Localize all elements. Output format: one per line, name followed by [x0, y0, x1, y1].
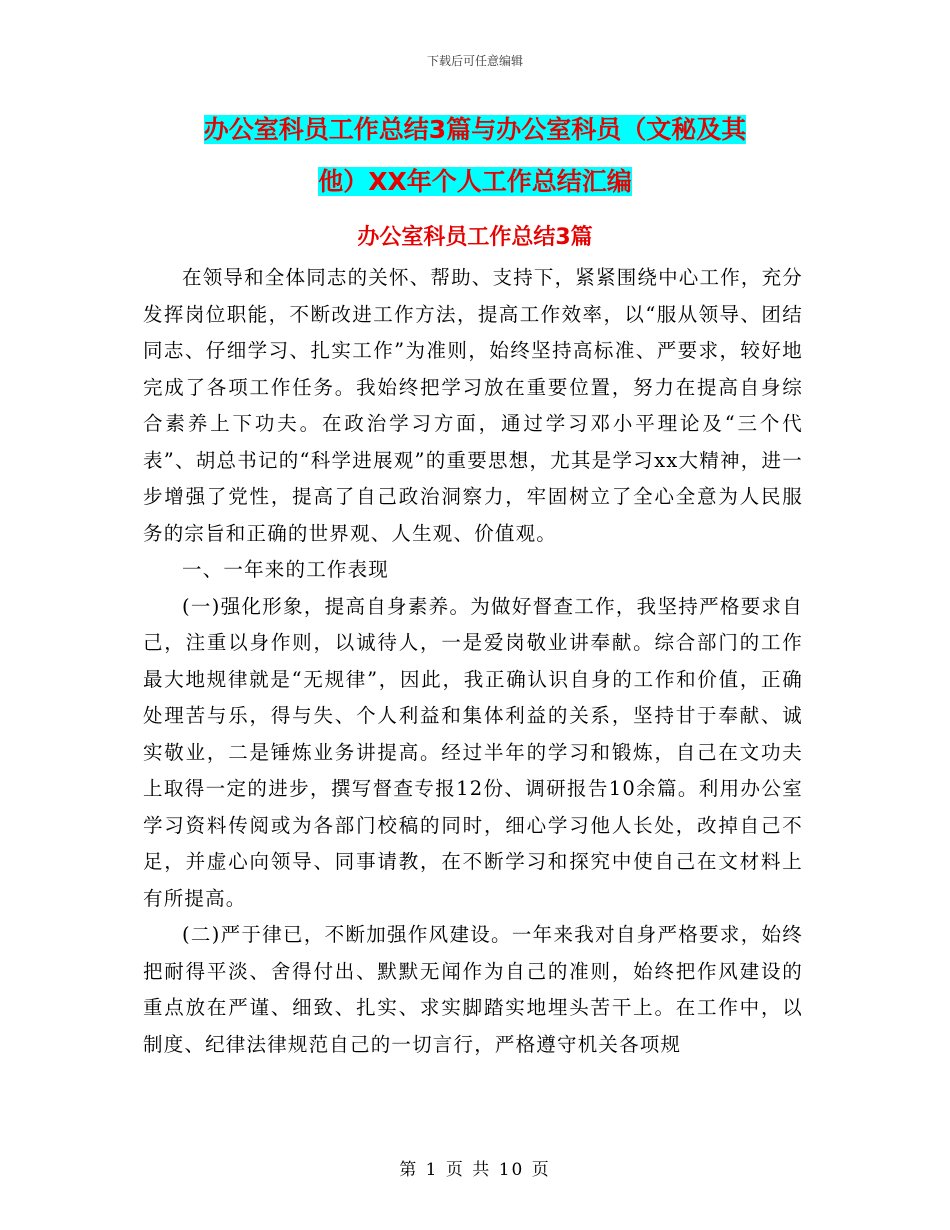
- section-title: 办公室科员工作总结3篇: [357, 225, 593, 250]
- document-title-line-2: 他）XX年个人工作总结汇编: [318, 167, 632, 196]
- document-body: [143, 260, 803, 1063]
- page-footer: 第 1 页 共 10 页: [399, 1160, 551, 1180]
- paragraph-intro: 在领导和全体同志的关怀、帮助、支持下，紧紧围绕中心工作，充分发挥岗位职能，不断改进工作方法，提高工作效率，以“服从领导、团结同志、仔细学习、扎实工作”为准则，始终坚持高标准、严要求，较好地完成了各项工作任务。我始终把学习放在重要位置，努力在提高自身综合素养上下功夫。在政治学习方面，通过学习邓小平理论及“三个代表”、胡总书记的“科学进展观”的重要思想，尤其是学习xx大精神，进一步增强了党性，提高了自己政治洞察力，牢固树立了全心全意为人民服务的宗旨和正确的世界观、人生观、价值观。: [143, 266, 804, 545]
- paragraph-item-2: (二)严于律已，不断加强作风建设。一年来我对自身严格要求，始终把耐得平淡、舍得付出、默默无闻作为自己的准则，始终把作风建设的重点放在严谨、细致、扎实、求实脚踏实地埋头苦干上。在工作中，以制度、纪律法律规范自己的一切言行，严格遵守机关各项规: [143, 923, 803, 1056]
- paragraph-item-1: (一)强化形象，提高自身素养。为做好督查工作，我坚持严格要求自己，注重以身作则，以诚待人，一是爱岗敬业讲奉献。综合部门的工作最大地规律就是“无规律”，因此，我正确认识自身的工作和价值，正确处理苦与乐，得与失、个人利益和集体利益的关系，坚持甘于奉献、诚实敬业，二是锤炼业务讲提高。经过半年的学习和锻炼，自己在文功夫上取得一定的进步，撰写督查专报12份、调研报告10余篇。利用办公室学习资料传阅或为各部门校稿的同时，细心学习他人长处，改掉自己不足，并虚心向领导、同事请教，在不断学习和探究中使自己在文材料上有所提高。: [143, 594, 803, 910]
- page-header-note: 下载后可任意编辑: [426, 54, 523, 68]
- document-title-line-1: 办公室科员工作总结3篇与办公室科员（文秘及其: [203, 115, 747, 144]
- paragraph-heading-work-performance: 一、一年来的工作表现: [182, 558, 390, 581]
- document-title: [145, 104, 805, 208]
